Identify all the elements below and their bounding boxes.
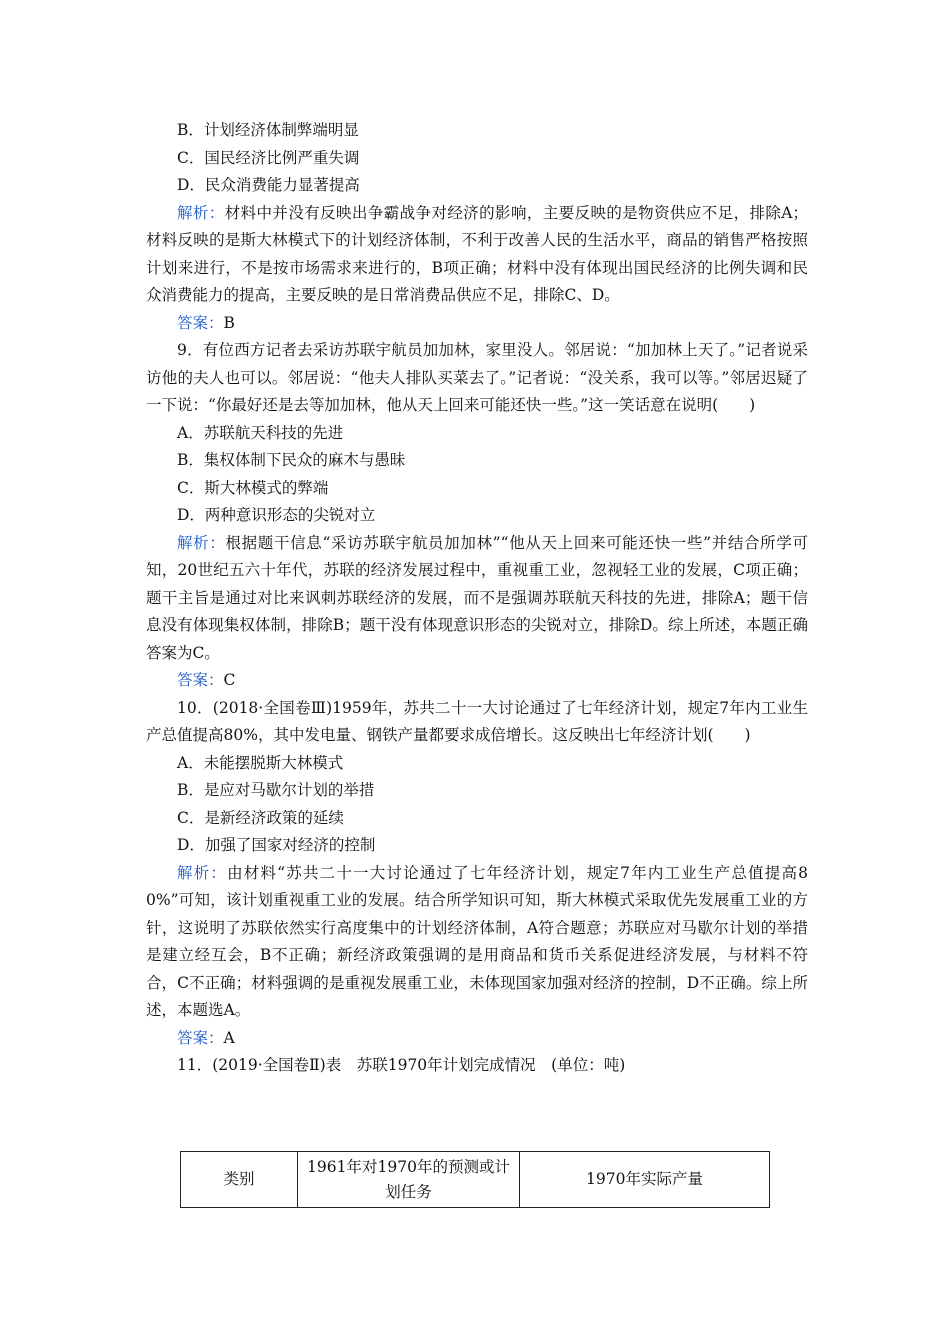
analysis-label: 解析： (177, 203, 225, 222)
table-header-row (181, 1152, 770, 1208)
q10-answer-value: A (223, 1028, 235, 1047)
q9-option-d: D．两种意识形态的尖锐对立 (177, 506, 376, 524)
production-table (180, 1151, 770, 1208)
q10-stem: 10．(2018·全国卷Ⅲ)1959年，苏共二十一大讨论通过了七年经济计划，规定7年内工业生产总值提高80%，其中发电量、钢铁产量都要求成倍增长。这反映出七年经济计划( ) (146, 698, 808, 744)
q10-analysis-text: 由材料“苏共二十一大讨论通过了七年经济计划，规定7年内工业生产总值提高80%”可知，该计划重视重工业的发展。结合所学知识可知，斯大林模式采取优先发展重工业的方针，这说明了苏联依然实行高度集中的计划经济体制，A符合题意；苏联应对马歇尔计划的举措是建立经互会，B不正确；新经济政策强调的是用商品和货币关系促进经济发展，与材料不符合，C不正确；材料强调的是重视发展重工业，未体现国家加强对经济的控制，D不正确。综上所述，本题选A。 (146, 863, 808, 1019)
document-page (146, 117, 808, 1080)
q8-answer-value: B (223, 313, 235, 332)
answer-label: 答案： (177, 313, 224, 332)
q10-option-a: A．未能摆脱斯大林模式 (177, 753, 344, 772)
q8-analysis-text: 材料中并没有反映出争霸战争对经济的影响，主要反映的是物资供应不足，排除A；材料反映的是斯大林模式下的计划经济体制，不利于改善人民的生活水平，商品的销售严格按照计划来进行，不是按市场需求来进行的，B项正确；材料中没有体现出国民经济的比例失调和民众消费能力的提高，主要反映的是日常消费品供应不足，排除C、D。 (146, 203, 808, 304)
q10-option-d: D．加强了国家对经济的控制 (177, 836, 376, 854)
table-header-cell: 1961年对1970年的预测或计划任务 (298, 1152, 520, 1208)
q9-option-c: C．斯大林模式的弊端 (177, 478, 329, 497)
q10-option-c: C．是新经济政策的延续 (177, 808, 344, 827)
q9-analysis-text: 根据题干信息“采访苏联宇航员加加林”“他从天上回来可能还快一些”并结合所学可知，20世纪五六十年代，苏联的经济发展过程中，重视重工业，忽视轻工业的发展，C项正确；题干主旨是通过对比来讽刺苏联经济的发展，而不是强调苏联航天科技的先进，排除A；题干信息没有体现集权体制，排除B；题干没有体现意识形态的尖锐对立，排除D。综上所述，本题正确答案为C。 (146, 533, 808, 662)
q8-answer (146, 310, 808, 338)
q9-analysis (146, 530, 808, 668)
q8-analysis (146, 200, 808, 310)
q9-answer-value: C (223, 671, 236, 689)
q9-answer (146, 667, 808, 695)
analysis-label: 解析： (177, 863, 228, 882)
q9-option-b: B．集权体制下民众的麻木与愚昧 (177, 451, 406, 469)
answer-label: 答案： (177, 1028, 224, 1047)
q9-stem: 9．有位西方记者去采访苏联宇航员加加林，家里没人。邻居说：“加加林上天了。”记者说采访他的夫人也可以。邻居说：“他夫人排队买菜去了。”记者说：“没关系，我可以等。”邻居迟疑了一下说：“你最好还是去等加加林，他从天上回来可能还快一些。”这一笑话意在说明( ) (146, 341, 808, 414)
table-header-cell: 类别 (181, 1152, 298, 1208)
q10-option-b: B．是应对马歇尔计划的举措 (177, 781, 375, 799)
q10-answer (146, 1025, 808, 1053)
q11-stem: 11．(2019·全国卷Ⅱ)表 苏联1970年计划完成情况 (单位：吨) (177, 1056, 626, 1074)
q8-option-d: D．民众消费能力显著提高 (177, 176, 360, 194)
q10-analysis (146, 860, 808, 1025)
answer-label: 答案： (177, 671, 224, 689)
table-header-cell: 1970年实际产量 (520, 1152, 770, 1208)
q8-option-c: C．国民经济比例严重失调 (177, 148, 360, 167)
analysis-label: 解析： (177, 533, 226, 552)
q9-option-a: A．苏联航天科技的先进 (177, 423, 344, 442)
q8-option-b: B．计划经济体制弊端明显 (177, 121, 359, 139)
